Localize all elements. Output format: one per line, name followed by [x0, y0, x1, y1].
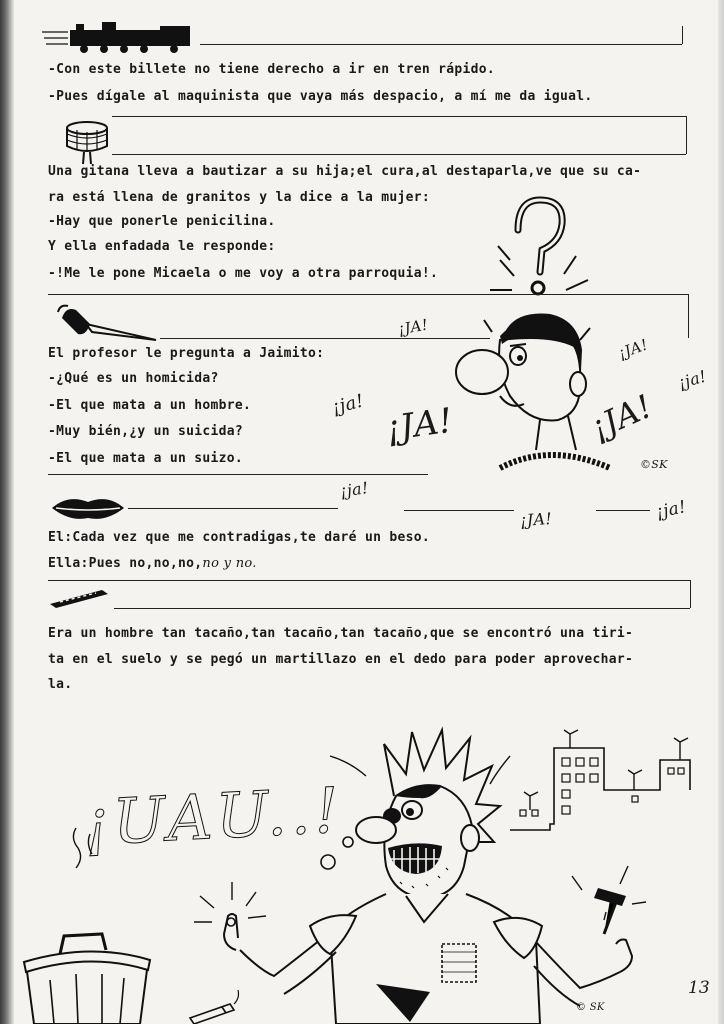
gypsy-line-5: -!Me le pone Micaela o me voy a otra parroquia!. [48, 266, 439, 281]
divider-cheap [114, 608, 690, 609]
laughing-man-drawing [440, 300, 620, 490]
laugh-small-2: ¡ja! [329, 390, 367, 419]
laugh-big-left: ¡JA! [383, 400, 456, 450]
page-edge [718, 0, 724, 1024]
divider-gypsy-end [686, 116, 687, 154]
divider-cheap-end [690, 580, 691, 608]
train-line-1: -Con este billete no tiene derecho a ir en tren rápido. [48, 62, 495, 77]
homicida-line-5: -El que mata a un suizo. [48, 451, 244, 466]
divider-train-end [682, 26, 683, 44]
well-icon [62, 120, 112, 164]
lips-icon [50, 494, 126, 522]
laugh-small-6: ¡JA! [519, 508, 553, 531]
gypsy-line-3: -Hay que ponerle penicilina. [48, 214, 276, 229]
knife-icon [56, 302, 160, 348]
cigar-icon [46, 586, 112, 610]
kiss-line-2-typed: Ella:Pues no,no,no, [48, 556, 203, 571]
homicida-line-2: -¿Qué es un homicida? [48, 371, 219, 386]
homicida-line-4: -Muy bién,¿y un suicida? [48, 424, 244, 439]
binding-shadow [0, 0, 14, 1024]
divider-kiss-3 [596, 510, 650, 511]
laugh-small-3: ¡JA! [615, 335, 651, 363]
kiss-line-1: El:Cada vez que me contradigas,te daré un beso. [48, 530, 430, 545]
laugh-signature: ©SK [640, 458, 668, 471]
gypsy-line-2: ra está llena de granitos y la dice a la mujer: [48, 190, 430, 205]
cheap-line-1: Era un hombre tan tacaño,tan tacaño,tan tacaño,que se encontró una tiri- [48, 626, 634, 641]
trash-can-drawing [20, 924, 170, 1024]
divider-train [200, 44, 682, 45]
punk-man-drawing [180, 726, 680, 1024]
page-number: 13 [688, 978, 710, 998]
laugh-big-right: ¡JA! [584, 386, 658, 448]
cheap-line-2: ta en el suelo y se pegó un martillazo en el dedo para poder aprovechar- [48, 652, 634, 667]
cheap-line-3: la. [48, 677, 73, 692]
laugh-small-7: ¡ja! [654, 497, 689, 523]
divider-kiss-2 [404, 510, 514, 511]
kiss-line-2 [48, 556, 257, 571]
laugh-small-4: ¡ja! [675, 366, 709, 393]
homicida-line-3: -El que mata a un hombre. [48, 398, 252, 413]
train-icon [42, 22, 202, 54]
laugh-small-5: ¡ja! [338, 478, 370, 501]
gypsy-line-4: Y ella enfadada le responde: [48, 239, 276, 254]
divider-cheap-top [48, 580, 690, 581]
homicida-line-1: El profesor le pregunta a Jaimito: [48, 346, 325, 361]
train-line-2: -Pues dígale al maquinista que vaya más despacio, a mí me da igual. [48, 89, 593, 104]
divider-kiss [128, 508, 338, 509]
divider-gypsy-top [112, 116, 686, 117]
uau-shout: ¡UAU..! [82, 773, 345, 860]
kiss-line-2-handwritten: no y no. [202, 556, 257, 571]
bottom-signature: © SK [576, 1002, 605, 1013]
question-mark-drawing [480, 190, 610, 310]
divider-homicida-top [48, 294, 688, 295]
cigarette-drawing [186, 998, 246, 1024]
gypsy-line-1: Una gitana lleva a bautizar a su hija;el cura,al destaparla,ve que su ca- [48, 164, 642, 179]
divider-kiss-top [48, 474, 428, 475]
laugh-small-1: ¡JA! [396, 315, 430, 339]
divider-homicida-end [688, 294, 689, 338]
divider-gypsy [112, 154, 686, 155]
